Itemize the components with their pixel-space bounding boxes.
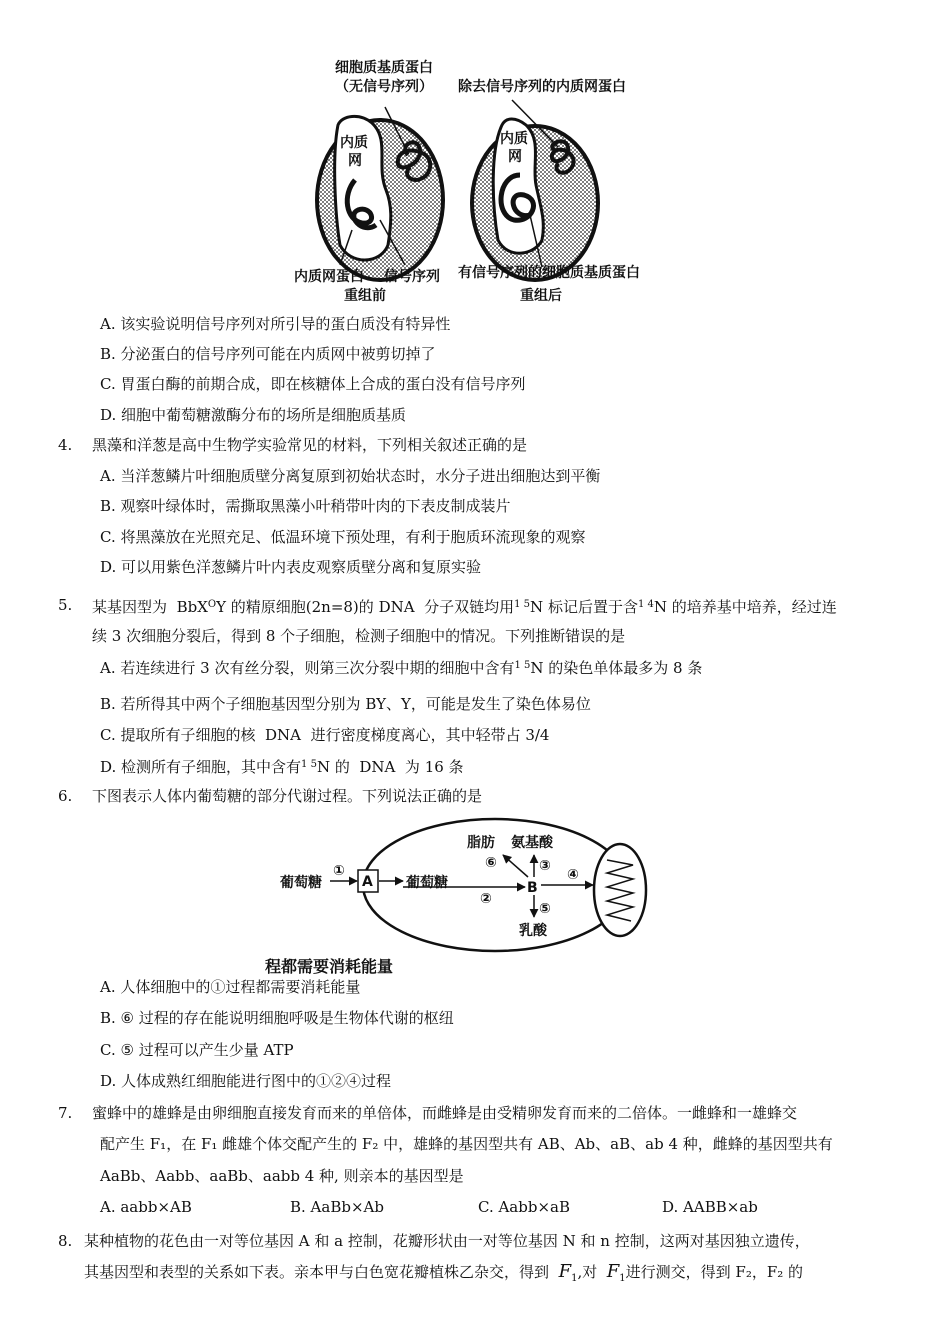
label-removed-signal: 除去信号序列的内质网蛋白 <box>458 79 626 95</box>
q7-line1: 蜜蜂中的雄蜂是由卵细胞直接发育而来的单倍体，而雌蜂是由受精卵发育而来的二倍体。一雌蜂和一雄蜂交 <box>92 1104 798 1122</box>
q5-number: 5. <box>58 596 73 614</box>
q6-option-d: D. 人体成熟红细胞能进行图中的①②④过程 <box>100 1072 392 1090</box>
q7-choice-b: B. AaBb×Ab <box>290 1198 384 1216</box>
label-cut-text: 程都需要消耗能量 <box>265 957 394 976</box>
label-after: 重组后 <box>520 288 562 304</box>
label-er-right-2: 网 <box>508 149 522 165</box>
label-glucose-out: 葡萄糖 <box>280 875 322 891</box>
q7-number: 7. <box>58 1104 73 1122</box>
q5-stem-line1: 某基因型为 BbX$^O$Y 的精原细胞(2n=8)的 DNA 分子双链均用$^{1 5}$N 标记后置于含$^{1 4}$N 的培养基中培养，经过连 <box>92 598 837 616</box>
q3-option-b: B. 分泌蛋白的信号序列可能在内质网中被剪切掉了 <box>100 345 436 363</box>
q4-option-c: C. 将黑藻放在光照充足、低温环境下预处理，有利于胞质环流现象的观察 <box>100 528 586 546</box>
q6-option-b: B. ⑥ 过程的存在能说明细胞呼吸是生物体代谢的枢纽 <box>100 1009 454 1027</box>
q7-choice-a: A. aabb×AB <box>100 1198 192 1216</box>
q3-option-d: D. 细胞中葡萄糖激酶分布的场所是细胞质基质 <box>100 406 407 424</box>
label-box-a: A <box>362 874 373 890</box>
signal-sequence-diagram <box>280 55 680 310</box>
label-step-5: ⑤ <box>539 901 551 917</box>
q7-line3: AaBb、Aabb、aaBb、aabb 4 种, 则亲本的基因型是 <box>100 1167 464 1185</box>
q6-number: 6. <box>58 787 73 805</box>
q6-stem: 下图表示人体内葡萄糖的部分代谢过程。下列说法正确的是 <box>92 787 483 805</box>
q5-option-c: C. 提取所有子细胞的核 DNA 进行密度梯度离心，其中轻带占 3/4 <box>100 726 550 744</box>
glucose-metabolism-diagram <box>265 815 675 976</box>
label-before: 重组前 <box>344 288 386 304</box>
q4-option-d: D. 可以用紫色洋葱鳞片叶内表皮观察质壁分离和复原实验 <box>100 558 482 576</box>
label-fat: 脂肪 <box>467 835 495 851</box>
label-cyto-protein: 细胞质基质蛋白 <box>335 60 433 76</box>
label-no-signal: （无信号序列） <box>335 79 433 95</box>
q6-option-a: A. 人体细胞中的①过程都需要消耗能量 <box>100 978 361 996</box>
q5-stem-line2: 续 3 次细胞分裂后，得到 8 个子细胞，检测子细胞中的情况。下列推断错误的是 <box>92 627 626 645</box>
q3-option-c: C. 胃蛋白酶的前期合成，即在核糖体上合成的蛋白没有信号序列 <box>100 375 526 393</box>
label-lactic-acid: 乳酸 <box>519 923 547 939</box>
label-glucose-in: 葡萄糖 <box>406 875 448 891</box>
label-step-3: ③ <box>539 858 551 874</box>
q7-line2: 配产生 F₁，在 F₁ 雌雄个体交配产生的 F₂ 中，雄蜂的基因型共有 AB、Ab、aB、ab 4 种，雌蜂的基因型共有 <box>100 1135 833 1153</box>
q4-number: 4. <box>58 436 73 454</box>
q8-line2: 其基因型和表型的关系如下表。亲本甲与白色宽花瓣植株乙杂交，得到 $F_1$,对 $F_1$进行测交，得到 F₂，F₂ 的 <box>84 1261 804 1284</box>
label-node-b: B <box>527 880 538 896</box>
q6-option-c: C. ⑤ 过程可以产生少量 ATP <box>100 1041 294 1059</box>
label-er-right: 内质 <box>500 131 528 147</box>
q7-choice-c: C. Aabb×aB <box>478 1198 570 1216</box>
q8-line1: 某种植物的花色由一对等位基因 A 和 a 控制，花瓣形状由一对等位基因 N 和 n 控制，这两对基因独立遗传， <box>84 1232 810 1250</box>
label-signal-seq: 信号序列 <box>384 269 440 285</box>
label-er-left-2: 网 <box>348 153 362 169</box>
label-with-signal: 有信号序列的细胞质基质蛋白 <box>458 265 640 281</box>
label-step-4: ④ <box>567 867 579 883</box>
label-step-6: ⑥ <box>485 855 497 871</box>
label-er-protein: 内质网蛋白 <box>294 269 364 285</box>
q4-option-a: A. 当洋葱鳞片叶细胞质壁分离复原到初始状态时，水分子进出细胞达到平衡 <box>100 467 601 485</box>
q5-option-a: A. 若连续进行 3 次有丝分裂，则第三次分裂中期的细胞中含有$^{1 5}$N 的染色单体最多为 8 条 <box>100 659 703 677</box>
q4-stem: 黑藻和洋葱是高中生物学实验常见的材料，下列相关叙述正确的是 <box>92 436 528 454</box>
q5-genotype: BbX$^O$Y <box>176 598 226 616</box>
q4-option-b: B. 观察叶绿体时，需撕取黑藻小叶稍带叶肉的下表皮制成装片 <box>100 497 511 515</box>
q8-number: 8. <box>58 1232 73 1250</box>
label-er-left: 内质 <box>340 135 368 151</box>
q5-option-d: D. 检测所有子细胞，其中含有$^{1 5}$N 的 DNA 为 16 条 <box>100 758 464 776</box>
q7-choice-d: D. AABB×ab <box>662 1198 758 1216</box>
q5-option-b: B. 若所得其中两个子细胞基因型分别为 BY、Y，可能是发生了染色体易位 <box>100 695 591 713</box>
label-amino-acid: 氨基酸 <box>511 835 553 851</box>
q3-option-a: A. 该实验说明信号序列对所引导的蛋白质没有特异性 <box>100 315 451 333</box>
label-step-2: ② <box>480 891 492 907</box>
label-step-1: ① <box>333 863 345 879</box>
